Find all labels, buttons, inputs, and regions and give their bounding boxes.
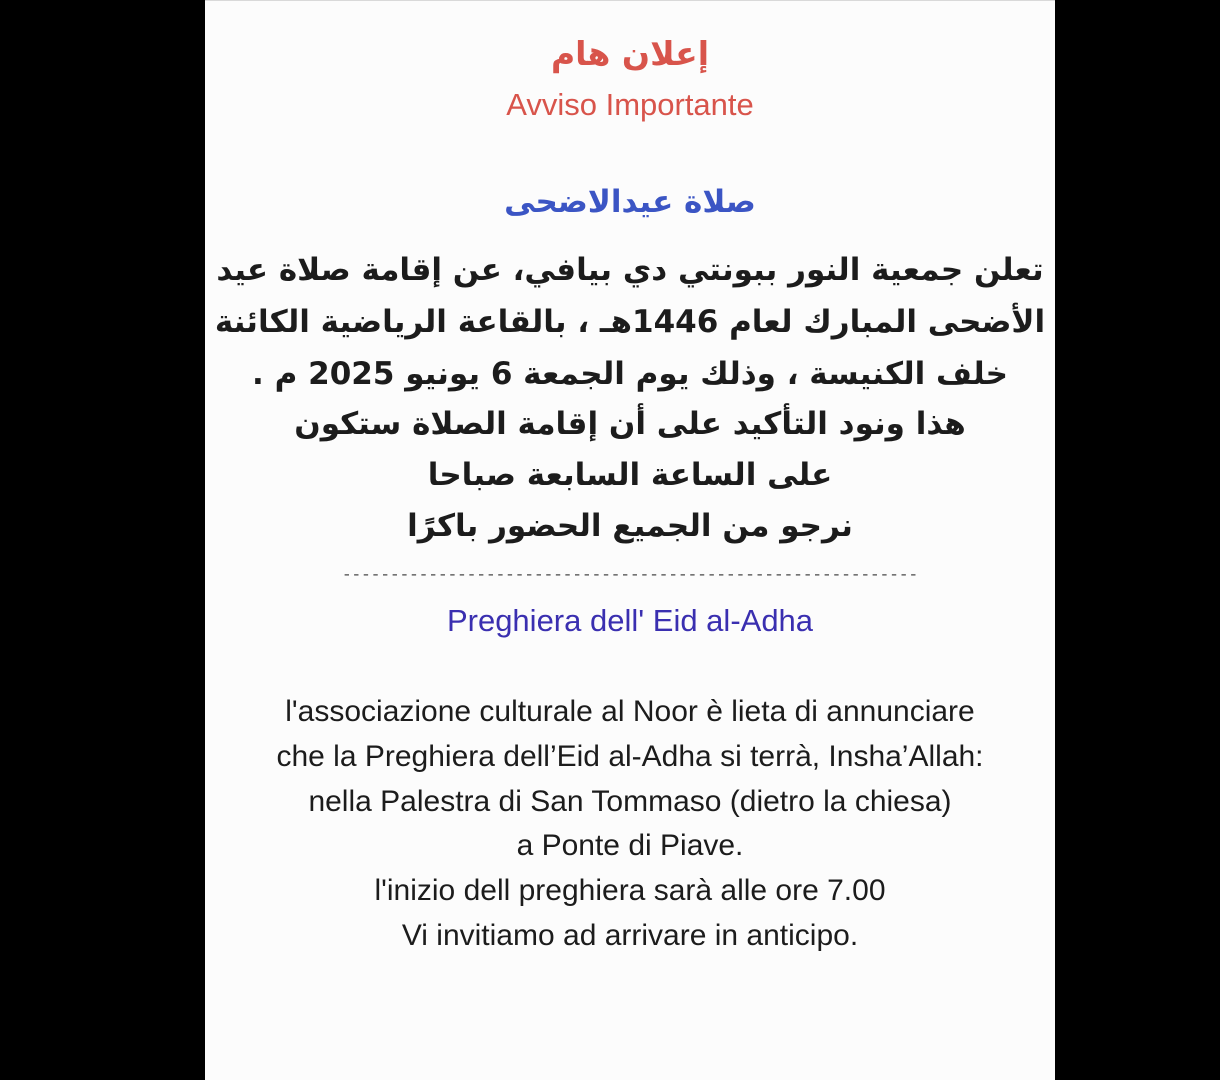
body-italian-line-6: Vi invitiamo ad arrivare in anticipo. [401, 919, 859, 952]
body-arabic-line-5: على الساعة السابعة صباحا [427, 457, 833, 493]
body-italian-line-4: a Ponte di Piave. [516, 829, 744, 862]
title-italian: Avviso Importante [506, 87, 754, 122]
announcement-page [205, 0, 1055, 1080]
body-arabic-line-4: هذا ونود التأكيد على أن إقامة الصلاة ستكون [294, 406, 966, 442]
body-arabic-line-6: نرجو من الجميع الحضور باكرًا [407, 508, 853, 544]
section-divider: ------------------------------------------------------------ [341, 566, 919, 584]
body-arabic-line-1: تعلن جمعية النور ببونتي دي بيافي، عن إقامة صلاة عيد [216, 252, 1044, 288]
prayer-title-arabic: صلاة عيدالاضحى [504, 184, 756, 220]
body-italian-line-3: nella Palestra di San Tommaso (dietro la chiesa) [308, 785, 952, 818]
body-arabic-line-3: خلف الكنيسة ، وذلك يوم الجمعة 6 يونيو 2025 م . [252, 356, 1008, 392]
body-italian-line-5: l'inizio dell preghiera sarà alle ore 7.00 [374, 874, 886, 907]
body-arabic-line-2: الأضحى المبارك لعام 1446هـ ، بالقاعة الرياضية الكائنة [214, 304, 1046, 340]
body-italian-line-1: l'associazione culturale al Noor è lieta di annunciare [285, 695, 975, 728]
prayer-title-italian: Preghiera dell' Eid al-Adha [446, 603, 814, 638]
body-italian-line-2: che la Preghiera dell’Eid al-Adha si terrà, Insha’Allah: [276, 740, 984, 773]
title-arabic: إعلان هام [550, 34, 710, 73]
